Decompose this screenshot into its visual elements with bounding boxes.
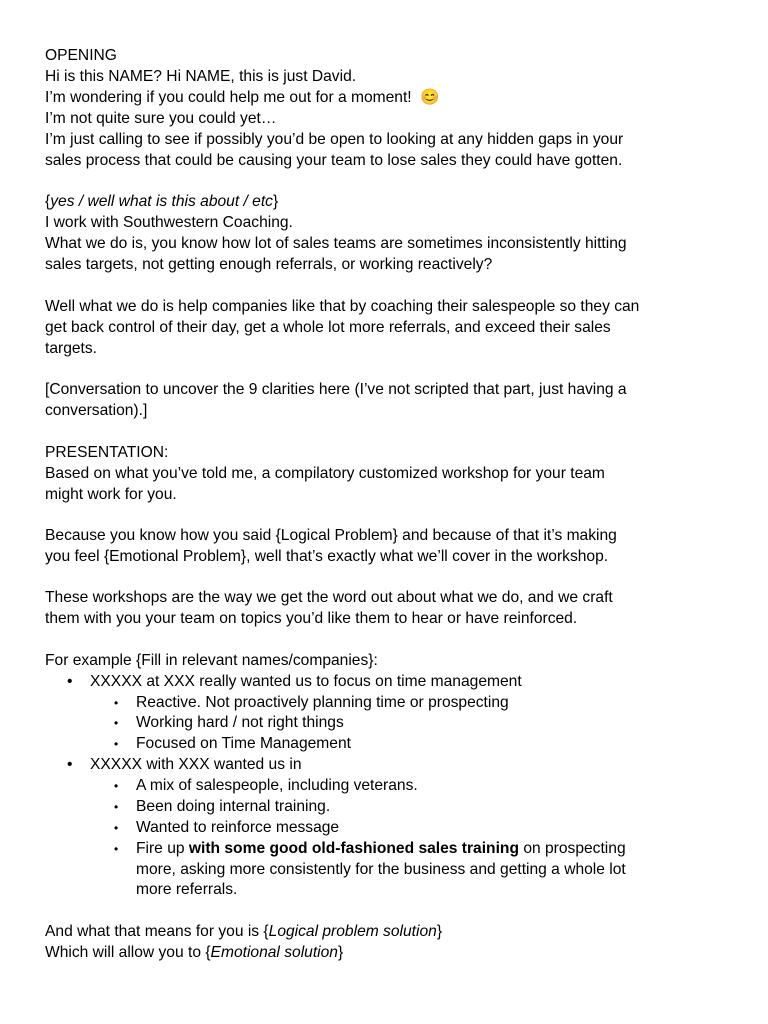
presentation-heading: PRESENTATION: [45,444,169,461]
closing-line: And what that means for you is {Logical problem solution} [45,923,443,940]
presentation-line: might work for you. [45,486,177,503]
examples-intro: For example {Fill in relevant names/companies}: [45,652,378,669]
workshops-line: These workshops are the way we get the word out about what we do, and we craft [45,589,613,606]
sub-list-item: Reactive. Not proactively planning time or prospecting [136,694,509,711]
bullet-icon: • [114,696,119,710]
opening-line: sales process that could be causing your team to lose sales they could have gotten. [45,152,623,169]
list-item: XXXXX at XXX really wanted us to focus on time management [90,673,522,690]
response-line: I work with Southwestern Coaching. [45,214,293,231]
help-line: get back control of their day, get a whole lot more referrals, and exceed their sales [45,319,611,336]
sub-list-item: Focused on Time Management [136,735,351,752]
workshops-line: them with you your team on topics you’d like them to hear or have reinforced. [45,610,578,627]
closing-line: Which will allow you to {Emotional solution} [45,944,344,961]
conversation-line: [Conversation to uncover the 9 clarities here (I’ve not scripted that part, just having a [45,381,627,398]
smiley-icon: 😊 [420,89,440,106]
because-line: Because you know how you said {Logical Problem} and because of that it’s making [45,527,617,544]
help-line: Well what we do is help companies like that by coaching their salespeople so they can [45,298,640,315]
bullet-icon: • [114,800,119,814]
because-line: you feel {Emotional Problem}, well that’s exactly what we’ll cover in the workshop. [45,548,609,565]
response-line: What we do is, you know how lot of sales teams are sometimes inconsistently hitting [45,235,627,252]
list-item: XXXXX with XXX wanted us in [90,756,302,773]
sub-list-item-continued: more, asking more consistently for the business and getting a whole lot [136,861,626,878]
presentation-line: Based on what you’ve told me, a compilatory customized workshop for your team [45,465,605,482]
bullet-icon: • [114,821,119,835]
opening-line: I’m wondering if you could help me out for a moment! 😊 [45,89,440,106]
sub-list-item-continued: more referrals. [136,881,238,898]
conversation-line: conversation).] [45,402,148,419]
help-line: targets. [45,340,98,357]
bullet-icon: • [114,737,119,751]
opening-line: I’m just calling to see if possibly you’d be open to looking at any hidden gaps in your [45,131,624,148]
sub-list-item: Fire up with some good old-fashioned sales training on prospecting [136,840,626,857]
sub-list-item: A mix of salespeople, including veterans. [136,777,418,794]
bullet-icon: • [114,842,119,856]
sub-list-item: Working hard / not right things [136,714,344,731]
bullet-icon: • [67,756,73,773]
bullet-icon: • [67,673,73,690]
opening-line: Hi is this NAME? Hi NAME, this is just David. [45,68,357,85]
bullet-icon: • [114,716,119,730]
response-line: sales targets, not getting enough referrals, or working reactively? [45,256,493,273]
sub-list-item: Been doing internal training. [136,798,331,815]
opening-line: I’m not quite sure you could yet… [45,110,277,127]
response-cue: {yes / well what is this about / etc} [45,193,279,210]
opening-heading: OPENING [45,47,117,64]
bullet-icon: • [114,779,119,793]
sub-list-item: Wanted to reinforce message [136,819,340,836]
